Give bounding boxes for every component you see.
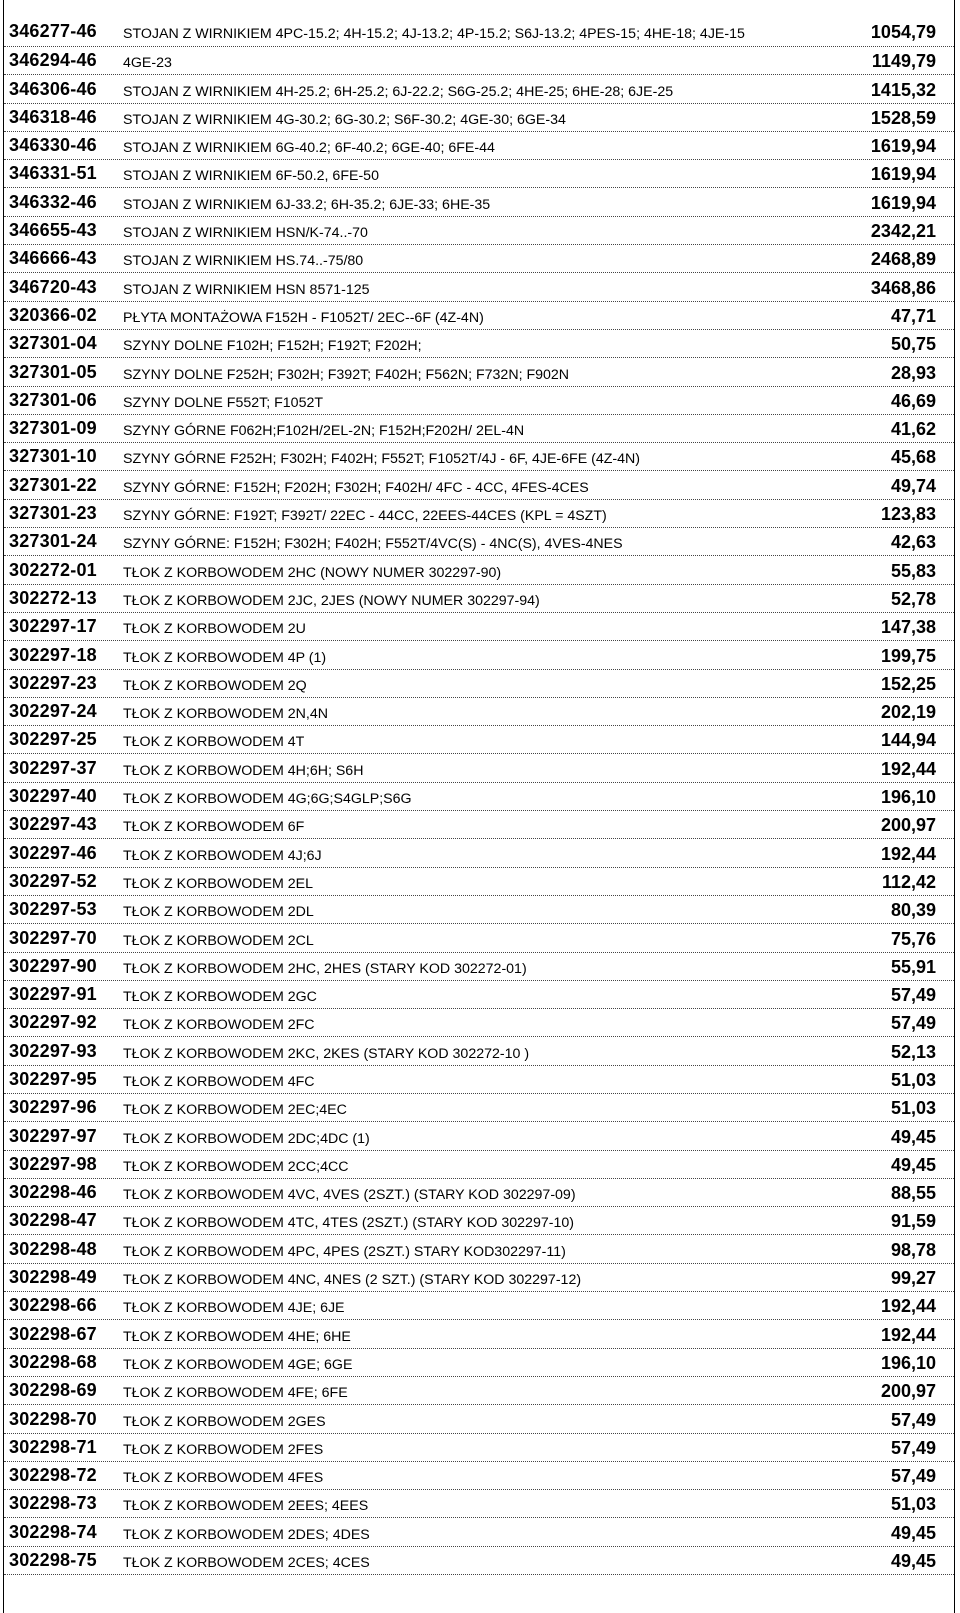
- part-description: TŁOK Z KORBOWODEM 4HE; 6HE: [123, 1328, 351, 1345]
- part-code: 302297-17: [9, 616, 97, 637]
- part-price: 50,75: [890, 334, 936, 355]
- part-price: 47,71: [890, 305, 936, 326]
- table-row: [4, 1349, 954, 1377]
- part-price: 49,45: [890, 1126, 936, 1147]
- part-price: 51,03: [890, 1494, 936, 1515]
- table-row: [4, 1151, 954, 1179]
- part-code: 302297-98: [9, 1153, 97, 1174]
- table-row: [4, 1264, 954, 1292]
- part-code: 346294-46: [9, 50, 97, 71]
- table-row: [4, 811, 954, 839]
- table-row: [4, 273, 954, 301]
- part-code: 302297-70: [9, 927, 97, 948]
- part-price: 144,94: [880, 730, 936, 751]
- part-price: 1149,79: [871, 51, 936, 72]
- part-code: 302298-67: [9, 1323, 97, 1344]
- table-row: [4, 75, 954, 103]
- part-code: 302297-18: [9, 644, 97, 665]
- part-price: 192,44: [880, 843, 936, 864]
- part-code: 346330-46: [9, 135, 97, 156]
- part-price: 202,19: [880, 702, 936, 723]
- part-description: TŁOK Z KORBOWODEM 4GE; 6GE: [123, 1356, 353, 1373]
- part-price: 192,44: [880, 1296, 936, 1317]
- part-price: 196,10: [880, 787, 936, 808]
- part-code: 302298-49: [9, 1267, 97, 1288]
- part-description: TŁOK Z KORBOWODEM 2DC;4DC (1): [123, 1130, 370, 1147]
- part-description: TŁOK Z KORBOWODEM 2KC, 2KES (STARY KOD 302272-10 ): [123, 1045, 530, 1062]
- part-price: 57,49: [890, 985, 936, 1006]
- part-price: 200,97: [880, 815, 936, 836]
- part-description: TŁOK Z KORBOWODEM 4VC, 4VES (2SZT.) (STARY KOD 302297-09): [123, 1187, 576, 1204]
- part-price: 49,74: [890, 475, 936, 496]
- table-row: [4, 1235, 954, 1263]
- table-row: [4, 953, 954, 981]
- part-description: SZYNY GÓRNE: F152H; F202H; F302H; F402H/ 4FC - 4CC, 4FES-4CES: [123, 479, 589, 496]
- part-price: 123,83: [880, 504, 936, 525]
- part-description: TŁOK Z KORBOWODEM 4P (1): [123, 649, 327, 666]
- table-row: [4, 868, 954, 896]
- part-code: 346306-46: [9, 78, 97, 99]
- part-code: 327301-23: [9, 503, 97, 524]
- part-price: 199,75: [880, 645, 936, 666]
- part-description: TŁOK Z KORBOWODEM 4JE; 6JE: [123, 1300, 345, 1317]
- part-code: 346666-43: [9, 248, 97, 269]
- part-price: 28,93: [890, 362, 936, 383]
- table-row: [4, 443, 954, 471]
- table-row: [4, 1122, 954, 1150]
- part-code: 302298-68: [9, 1351, 97, 1372]
- table-row: [4, 415, 954, 443]
- part-code: 302298-73: [9, 1493, 97, 1514]
- part-code: 302297-93: [9, 1040, 97, 1061]
- part-code: 302297-91: [9, 984, 97, 1005]
- part-code: 327301-09: [9, 418, 97, 439]
- part-description: TŁOK Z KORBOWODEM 2DL: [123, 904, 314, 921]
- part-code: 327301-22: [9, 474, 97, 495]
- part-price: 55,83: [890, 560, 936, 581]
- table-row: [4, 726, 954, 754]
- table-row: [4, 245, 954, 273]
- table-row: [4, 839, 954, 867]
- table-row: [4, 330, 954, 358]
- part-code: 302298-69: [9, 1380, 97, 1401]
- part-code: 346318-46: [9, 106, 97, 127]
- table-row: [4, 1320, 954, 1348]
- part-price: 200,97: [880, 1381, 936, 1402]
- table-row: [4, 1547, 954, 1575]
- part-description: TŁOK Z KORBOWODEM 2GES: [123, 1413, 326, 1430]
- part-description: TŁOK Z KORBOWODEM 4H;6H; S6H: [123, 762, 364, 779]
- table-row: [4, 698, 954, 726]
- part-price: 88,55: [890, 1183, 936, 1204]
- table-row: [4, 528, 954, 556]
- table-row: [4, 1066, 954, 1094]
- part-description: TŁOK Z KORBOWODEM 2Q: [123, 677, 307, 694]
- part-code: 302297-25: [9, 729, 97, 750]
- table-row: [4, 500, 954, 528]
- part-code: 302298-72: [9, 1465, 97, 1486]
- part-code: 302272-13: [9, 587, 97, 608]
- part-code: 302297-92: [9, 1012, 97, 1033]
- part-description: TŁOK Z KORBOWODEM 2DES; 4DES: [123, 1526, 370, 1543]
- part-description: TŁOK Z KORBOWODEM 4PC, 4PES (2SZT.) STARY KOD302297-11): [123, 1243, 566, 1260]
- part-code: 302297-53: [9, 899, 97, 920]
- part-description: PŁYTA MONTAŻOWA F152H - F1052T/ 2EC--6F (4Z-4N): [123, 309, 484, 326]
- table-row: [4, 47, 954, 75]
- part-description: TŁOK Z KORBOWODEM 2EC;4EC: [123, 1102, 347, 1119]
- part-price: 52,78: [890, 588, 936, 609]
- part-price: 98,78: [890, 1239, 936, 1260]
- part-description: STOJAN Z WIRNIKIEM HS.74..-75/80: [123, 253, 364, 270]
- part-price: 1619,94: [870, 136, 936, 157]
- part-code: 302297-95: [9, 1068, 97, 1089]
- part-code: 346655-43: [9, 220, 97, 241]
- table-row: [4, 387, 954, 415]
- table-row: [4, 1462, 954, 1490]
- table-row: [4, 0, 954, 47]
- table-row: [4, 1037, 954, 1065]
- table-row: [4, 783, 954, 811]
- part-price: 147,38: [880, 617, 936, 638]
- part-price: 1619,94: [870, 192, 936, 213]
- part-code: 302297-23: [9, 672, 97, 693]
- part-description: TŁOK Z KORBOWODEM 4G;6G;S4GLP;S6G: [123, 791, 412, 808]
- part-code: 346331-51: [9, 163, 97, 184]
- part-price: 3468,86: [870, 277, 936, 298]
- part-code: 302298-74: [9, 1521, 97, 1542]
- part-description: SZYNY GÓRNE F062H;F102H/2EL-2N; F152H;F202H/ 2EL-4N: [123, 423, 525, 440]
- part-description: TŁOK Z KORBOWODEM 4FC: [123, 1073, 315, 1090]
- part-price: 80,39: [890, 900, 936, 921]
- part-description: STOJAN Z WIRNIKIEM 4H-25.2; 6H-25.2; 6J-22.2; S6G-25.2; 4HE-25; 6HE-28; 6JE-25: [123, 83, 674, 100]
- part-price: 75,76: [890, 928, 936, 949]
- part-description: 4GE-23: [123, 55, 172, 72]
- table-row: [4, 471, 954, 499]
- part-price: 55,91: [890, 956, 936, 977]
- part-price: 112,42: [881, 871, 936, 892]
- table-row: [4, 1405, 954, 1433]
- table-row: [4, 132, 954, 160]
- part-code: 346720-43: [9, 276, 97, 297]
- part-price: 2468,89: [870, 249, 936, 270]
- part-description: TŁOK Z KORBOWODEM 2EL: [123, 875, 313, 892]
- table-row: [4, 1490, 954, 1518]
- part-description: SZYNY GÓRNE: F192T; F392T/ 22EC - 44CC, 22EES-44CES (KPL = 4SZT): [123, 508, 607, 525]
- right-border-line: [954, 0, 955, 1613]
- table-row: [4, 896, 954, 924]
- part-code: 302297-40: [9, 786, 97, 807]
- table-row: [4, 160, 954, 188]
- part-description: TŁOK Z KORBOWODEM 4T: [123, 734, 305, 751]
- table-row: [4, 1434, 954, 1462]
- part-description: TŁOK Z KORBOWODEM 2GC: [123, 989, 317, 1006]
- table-row: [4, 188, 954, 216]
- part-description: SZYNY GÓRNE: F152H; F302H; F402H; F552T/4VC(S) - 4NC(S), 4VES-4NES: [123, 536, 623, 553]
- part-price: 152,25: [880, 673, 936, 694]
- part-description: TŁOK Z KORBOWODEM 2FC: [123, 1017, 315, 1034]
- part-price: 57,49: [890, 1013, 936, 1034]
- part-price: 49,45: [890, 1154, 936, 1175]
- part-price: 49,45: [890, 1522, 936, 1543]
- part-price: 57,49: [890, 1466, 936, 1487]
- part-price: 1619,94: [870, 164, 936, 185]
- part-description: TŁOK Z KORBOWODEM 2N,4N: [123, 706, 328, 723]
- part-code: 327301-04: [9, 333, 97, 354]
- part-description: TŁOK Z KORBOWODEM 4J;6J: [123, 847, 322, 864]
- part-price: 52,13: [890, 1041, 936, 1062]
- part-price: 57,49: [890, 1409, 936, 1430]
- table-row: [4, 358, 954, 386]
- part-code: 302297-90: [9, 955, 97, 976]
- part-description: STOJAN Z WIRNIKIEM HSN/K-74..-70: [123, 225, 368, 242]
- part-description: TŁOK Z KORBOWODEM 4FES: [123, 1470, 324, 1487]
- part-price: 2342,21: [870, 221, 936, 242]
- part-code: 346332-46: [9, 191, 97, 212]
- part-price: 192,44: [880, 758, 936, 779]
- part-code: 302297-43: [9, 814, 97, 835]
- part-description: TŁOK Z KORBOWODEM 2CL: [123, 932, 314, 949]
- table-row: [4, 613, 954, 641]
- part-code: 302298-47: [9, 1210, 97, 1231]
- part-code: 302297-37: [9, 757, 97, 778]
- part-price: 51,03: [890, 1069, 936, 1090]
- table-row: [4, 556, 954, 584]
- table-row: [4, 924, 954, 952]
- part-description: TŁOK Z KORBOWODEM 4NC, 4NES (2 SZT.) (STARY KOD 302297-12): [123, 1272, 582, 1289]
- part-description: TŁOK Z KORBOWODEM 2U: [123, 621, 306, 638]
- part-code: 302298-46: [9, 1182, 97, 1203]
- table-row: [4, 754, 954, 782]
- part-description: TŁOK Z KORBOWODEM 4FE; 6FE: [123, 1385, 348, 1402]
- part-description: STOJAN Z WIRNIKIEM 6J-33.2; 6H-35.2; 6JE-33; 6HE-35: [123, 196, 491, 213]
- part-code: 302297-97: [9, 1125, 97, 1146]
- part-description: TŁOK Z KORBOWODEM 2CES; 4CES: [123, 1555, 370, 1572]
- part-price: 46,69: [890, 390, 936, 411]
- part-code: 302297-24: [9, 701, 97, 722]
- part-code: 302298-48: [9, 1238, 97, 1259]
- table-row: [4, 1518, 954, 1546]
- part-price: 91,59: [890, 1211, 936, 1232]
- part-description: TŁOK Z KORBOWODEM 2EES; 4EES: [123, 1498, 369, 1515]
- part-description: TŁOK Z KORBOWODEM 2HC, 2HES (STARY KOD 302272-01): [123, 960, 527, 977]
- table-row: [4, 585, 954, 613]
- part-price: 1528,59: [870, 107, 936, 128]
- part-description: SZYNY DOLNE F102H; F152H; F192T; F202H;: [123, 338, 422, 355]
- part-description: STOJAN Z WIRNIKIEM 4PC-15.2; 4H-15.2; 4J-13.2; 4P-15.2; S6J-13.2; 4PES-15; 4HE-18; 4JE-15: [123, 26, 745, 42]
- part-description: TŁOK Z KORBOWODEM 4TC, 4TES (2SZT.) (STARY KOD 302297-10): [123, 1215, 574, 1232]
- part-price: 196,10: [880, 1352, 936, 1373]
- part-code: 302297-96: [9, 1097, 97, 1118]
- part-description: STOJAN Z WIRNIKIEM 6G-40.2; 6F-40.2; 6GE-40; 6FE-44: [123, 140, 495, 157]
- part-description: STOJAN Z WIRNIKIEM 6F-50.2, 6FE-50: [123, 168, 379, 185]
- part-price: 57,49: [890, 1437, 936, 1458]
- part-price: 1054,79: [870, 22, 936, 42]
- part-price: 51,03: [890, 1098, 936, 1119]
- part-code: 327301-10: [9, 446, 97, 467]
- price-table: [4, 0, 954, 1575]
- table-row: [4, 641, 954, 669]
- part-code: 346277-46: [9, 21, 97, 41]
- table-row: [4, 217, 954, 245]
- part-description: STOJAN Z WIRNIKIEM HSN 8571-125: [123, 281, 370, 298]
- part-code: 302272-01: [9, 559, 97, 580]
- table-row: [4, 670, 954, 698]
- part-description: TŁOK Z KORBOWODEM 2FES: [123, 1441, 324, 1458]
- table-row: [4, 1207, 954, 1235]
- part-code: 302298-75: [9, 1550, 97, 1571]
- part-price: 49,45: [890, 1551, 936, 1572]
- part-price: 1415,32: [870, 79, 936, 100]
- part-description: STOJAN Z WIRNIKIEM 4G-30.2; 6G-30.2; S6F-30.2; 4GE-30; 6GE-34: [123, 111, 566, 128]
- part-description: TŁOK Z KORBOWODEM 6F: [123, 819, 305, 836]
- part-code: 327301-05: [9, 361, 97, 382]
- part-code: 302298-66: [9, 1295, 97, 1316]
- part-code: 327301-24: [9, 531, 97, 552]
- table-row: [4, 1009, 954, 1037]
- table-row: [4, 1179, 954, 1207]
- part-price: 42,63: [890, 532, 936, 553]
- part-description: SZYNY DOLNE F252H; F302H; F392T; F402H; F562N; F732N; F902N: [123, 366, 570, 383]
- part-code: 302298-71: [9, 1436, 97, 1457]
- part-description: SZYNY DOLNE F552T; F1052T: [123, 394, 324, 411]
- part-code: 302297-46: [9, 842, 97, 863]
- table-row: [4, 981, 954, 1009]
- part-code: 327301-06: [9, 389, 97, 410]
- part-price: 45,68: [890, 447, 936, 468]
- part-description: TŁOK Z KORBOWODEM 2CC;4CC: [123, 1158, 349, 1175]
- table-row: [4, 302, 954, 330]
- part-description: SZYNY GÓRNE F252H; F302H; F402H; F552T; F1052T/4J - 6F, 4JE-6FE (4Z-4N): [123, 451, 640, 468]
- table-row: [4, 1094, 954, 1122]
- part-price: 41,62: [890, 419, 936, 440]
- part-price: 192,44: [880, 1324, 936, 1345]
- table-row: [4, 104, 954, 132]
- part-code: 302298-70: [9, 1408, 97, 1429]
- part-price: 99,27: [890, 1268, 936, 1289]
- part-code: 320366-02: [9, 304, 97, 325]
- table-row: [4, 1292, 954, 1320]
- part-description: TŁOK Z KORBOWODEM 2JC, 2JES (NOWY NUMER 302297-94): [123, 592, 540, 609]
- part-description: TŁOK Z KORBOWODEM 2HC (NOWY NUMER 302297-90): [123, 564, 502, 581]
- part-code: 302297-52: [9, 870, 97, 891]
- table-row: [4, 1377, 954, 1405]
